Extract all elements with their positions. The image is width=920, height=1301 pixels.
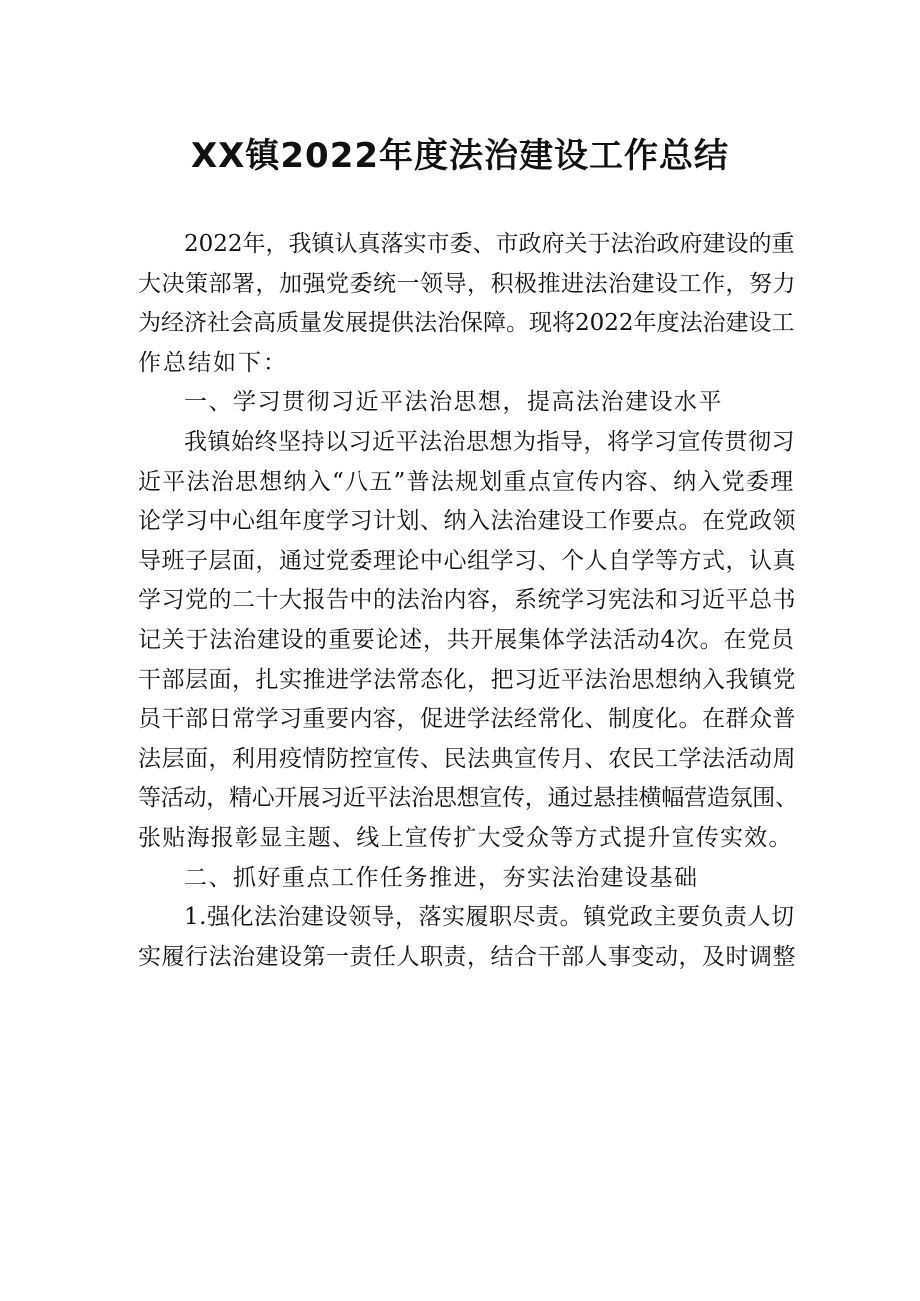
body-line: 等活动，精心开展习近平法治思想宣传，通过悬挂横幅营造氛围、 <box>138 785 798 812</box>
section-heading: 一、学习贯彻习近平法治思想，提高法治建设水平 <box>184 389 723 416</box>
body-line: 实履行法治建设第一责任人职责，结合干部人事变动，及时调整 <box>138 943 796 970</box>
document-body <box>138 225 798 977</box>
body-line: 我镇始终坚持以习近平法治思想为指导，将学习宣传贯彻习 <box>184 428 795 455</box>
body-line: 学习党的二十大报告中的法治内容，系统学习宪法和习近平总书 <box>138 587 796 614</box>
section-heading: 二、抓好重点工作任务推进，夯实法治建设基础 <box>184 864 699 891</box>
body-line: 法层面，利用疫情防控宣传、民法典宣传月、农民工学法活动周 <box>138 745 796 772</box>
body-line: 为经济社会高质量发展提供法治保障。现将2022年度法治建设工 <box>138 310 795 337</box>
body-line: 员干部日常学习重要内容，促进学法经常化、制度化。在群众普 <box>138 706 796 733</box>
body-line: 近平法治思想纳入“八五”普法规划重点宣传内容、纳入党委理 <box>138 468 795 495</box>
document-title: XX镇2022年度法治建设工作总结 <box>190 136 730 176</box>
body-line: 张贴海报彰显主题、线上宣传扩大受众等方式提升宣传实效。 <box>138 824 793 851</box>
body-line: 大决策部署，加强党委统一领导，积极推进法治建设工作，努力 <box>138 270 796 297</box>
body-line: 1.强化法治建设领导，落实履职尽责。镇党政主要负责人切 <box>184 904 795 931</box>
body-line: 作总结如下： <box>138 349 288 376</box>
body-line: 2022年，我镇认真落实市委、市政府关于法治政府建设的重 <box>184 231 795 257</box>
body-line: 干部层面，扎实推进学法常态化，把习近平法治思想纳入我镇党 <box>138 666 796 693</box>
body-line: 论学习中心组年度学习计划、纳入法治建设工作要点。在党政领 <box>138 508 796 535</box>
body-line: 记关于法治建设的重要论述，共开展集体学法活动4次。在党员 <box>138 626 795 653</box>
body-line: 导班子层面，通过党委理论中心组学习、个人自学等方式，认真 <box>138 547 796 574</box>
